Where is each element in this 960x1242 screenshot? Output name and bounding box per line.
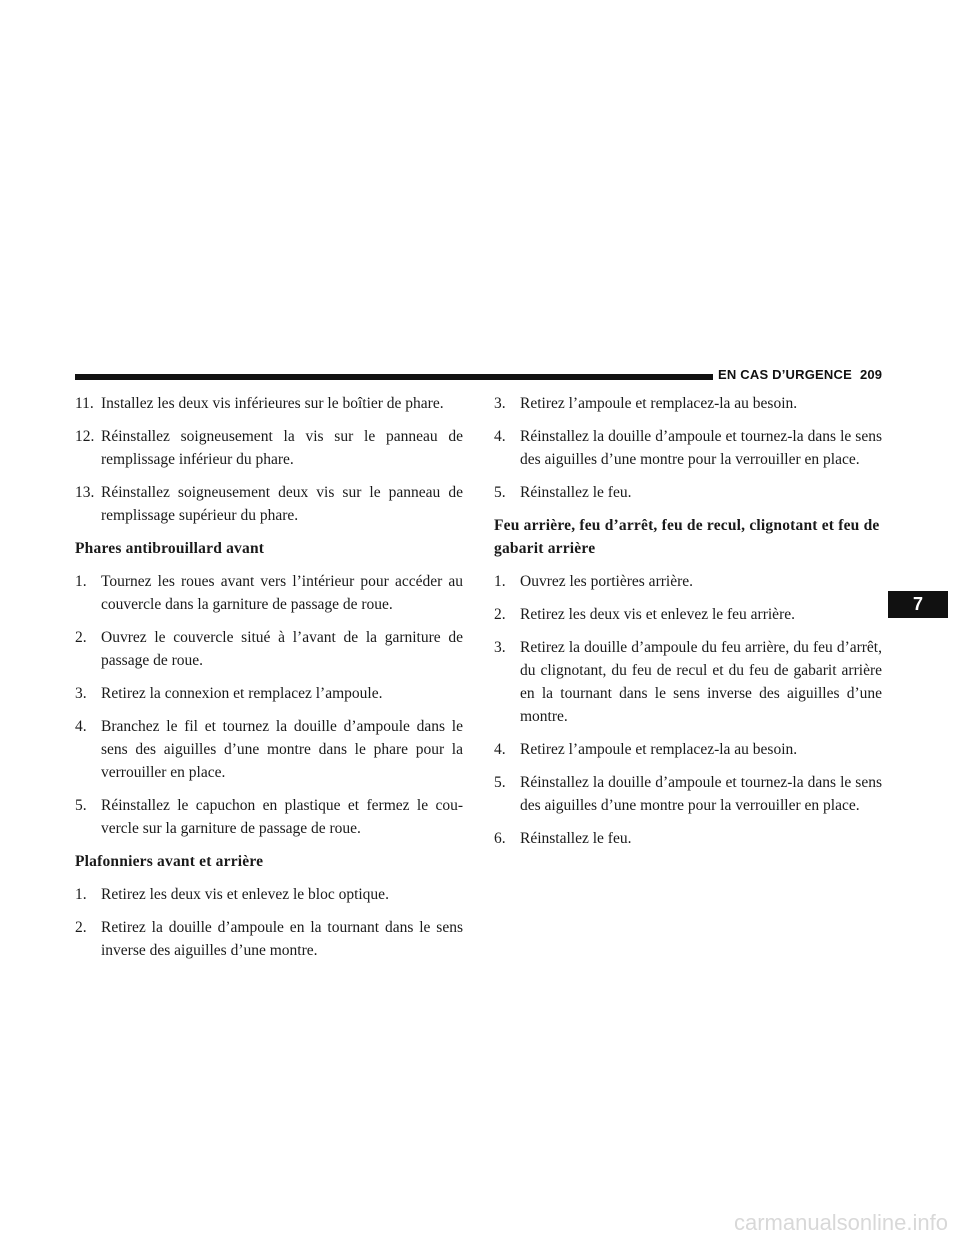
item-number: 4.	[494, 428, 506, 445]
item-text: Retirez les deux vis et enlevez le bloc optique.	[101, 886, 389, 903]
item-number: 5.	[494, 484, 506, 501]
item-text: Tournez les roues avant vers l’intérieur pour accéder au couvercle dans la garniture de passage de roue.	[101, 573, 463, 613]
item-text: Branchez le fil et tournez la douille d’ampoule dans le sens des aiguilles d’une montre dans le phare pour la verrouiller en place.	[101, 718, 463, 781]
list-item	[75, 794, 463, 840]
item-text: Ouvrez les portières arrière.	[520, 573, 693, 590]
item-text: Réinstallez le capuchon en plastique et fermez le cou-vercle sur la garniture de passage de roue.	[101, 797, 463, 837]
section-heading: Feu arrière, feu d’arrêt, feu de recul, clignotant et feu de gabarit arrière	[494, 517, 880, 557]
running-header	[718, 367, 894, 382]
item-number: 3.	[494, 395, 506, 412]
list-item	[494, 827, 882, 850]
item-number: 1.	[75, 886, 87, 903]
item-number: 2.	[75, 919, 87, 936]
item-number: 5.	[494, 774, 506, 791]
list-item	[494, 738, 882, 761]
watermark: carmanualsonline.info	[733, 1210, 948, 1235]
item-number: 5.	[75, 797, 87, 814]
item-text: Retirez la connexion et remplacez l’ampoule.	[101, 685, 383, 702]
item-number: 3.	[494, 639, 506, 656]
item-text: Retirez l’ampoule et remplacez-la au besoin.	[520, 741, 798, 758]
item-text: Réinstallez le feu.	[520, 484, 632, 501]
list-item	[494, 603, 882, 626]
item-text: Retirez la douille d’ampoule en la tournant dans le sens inverse des aiguilles d’une montre.	[101, 919, 463, 959]
section-heading: Plafonniers avant et arrière	[75, 853, 264, 870]
list-item	[75, 626, 463, 672]
list-item	[75, 715, 463, 784]
list-item	[75, 883, 463, 906]
list-item	[494, 481, 882, 504]
list-item	[494, 570, 882, 593]
item-number: 2.	[494, 606, 506, 623]
item-number: 11.	[75, 395, 94, 412]
list-item	[494, 425, 882, 471]
item-number: 1.	[494, 573, 506, 590]
item-text: Retirez les deux vis et enlevez le feu arrière.	[520, 606, 795, 623]
item-number: 4.	[494, 741, 506, 758]
list-item	[494, 392, 882, 415]
left-column	[75, 392, 463, 972]
item-text: Réinstallez soigneusement deux vis sur le panneau de remplissage supérieur du phare.	[101, 484, 463, 524]
item-text: Retirez la douille d’ampoule du feu arrière, du feu d’arrêt, du clignotant, du feu de recul et du feu de gabarit arrière en la tournant dans le sens inverse des aiguilles d’une montre.	[520, 639, 882, 725]
item-number: 1.	[75, 573, 87, 590]
section-heading: Phares antibrouillard avant	[75, 540, 265, 557]
item-text: Installez les deux vis inférieures sur le boîtier de phare.	[101, 395, 444, 412]
right-column	[494, 392, 882, 860]
section-title: EN CAS D’URGENCE	[718, 367, 852, 382]
item-text: Ouvrez le couvercle situé à l’avant de la garniture de passage de roue.	[101, 629, 463, 669]
chapter-tab: 7	[888, 591, 948, 618]
item-number: 6.	[494, 830, 506, 847]
list-item	[75, 481, 463, 527]
list-item	[75, 682, 463, 705]
item-number: 4.	[75, 718, 87, 735]
item-text: Réinstallez le feu.	[520, 830, 632, 847]
header-rule	[75, 374, 713, 380]
list-item	[494, 636, 882, 728]
item-text: Réinstallez la douille d’ampoule et tournez-la dans le sens des aiguilles d’une montre pour la verrouiller en place.	[520, 774, 882, 814]
list-item	[75, 570, 463, 616]
item-number: 12.	[75, 428, 95, 445]
item-text: Réinstallez soigneusement la vis sur le panneau de remplissage inférieur du phare.	[101, 428, 463, 468]
list-item	[75, 916, 463, 962]
item-text: Retirez l’ampoule et remplacez-la au besoin.	[520, 395, 798, 412]
item-text: Réinstallez la douille d’ampoule et tournez-la dans le sens des aiguilles d’une montre pour la verrouiller en place.	[520, 428, 882, 468]
list-item	[75, 392, 463, 415]
item-number: 2.	[75, 629, 87, 646]
page-number: 209	[859, 367, 883, 382]
list-item	[75, 425, 463, 471]
item-number: 13.	[75, 484, 95, 501]
list-item	[494, 771, 882, 817]
item-number: 3.	[75, 685, 87, 702]
